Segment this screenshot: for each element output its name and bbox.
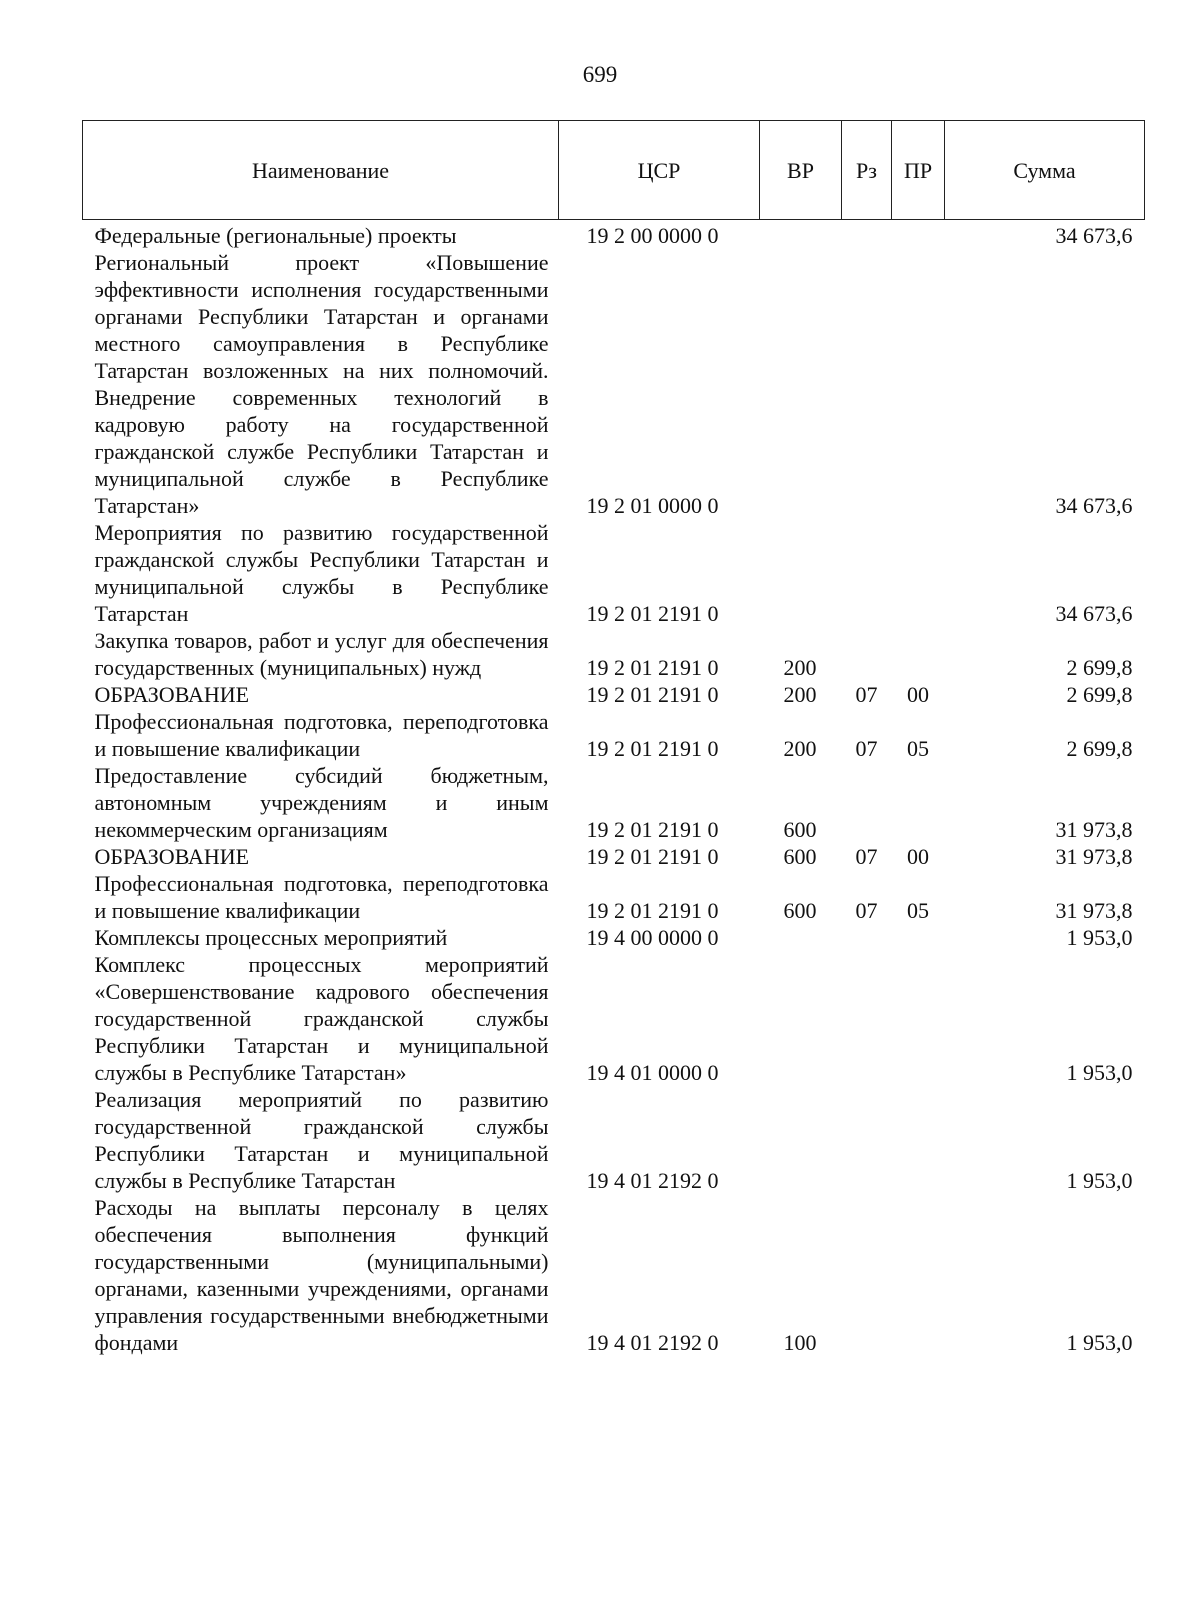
row-csr: 19 4 01 2192 0 [586, 1330, 719, 1355]
row-csr: 19 2 01 2191 0 [586, 682, 719, 707]
row-name: Профессиональная подготовка, переподготовка и повышение квалификации [94, 709, 549, 761]
row-vr: 600 [783, 817, 817, 842]
row-pr: 00 [907, 844, 929, 869]
header-row [83, 121, 1145, 220]
row-rz [842, 762, 892, 843]
header-pr: ПР [892, 121, 945, 220]
row-pr [892, 951, 945, 1086]
row-rz [842, 1086, 892, 1194]
row-sum: 34 673,6 [1055, 223, 1133, 248]
table-row [83, 519, 1145, 627]
row-sum: 2 699,8 [1066, 655, 1133, 680]
table-body [83, 220, 1145, 1357]
row-vr: 100 [783, 1330, 817, 1355]
table-row [83, 951, 1145, 1086]
row-name: ОБРАЗОВАНИЕ [94, 844, 250, 869]
row-rz [842, 249, 892, 519]
table-row [83, 249, 1145, 519]
row-name: Комплекс процессных мероприятий «Совершенствование кадрового обеспечения государственной гражданской службы Республики Татарстан и муниципальной службы в Республике Татарстан» [94, 952, 549, 1085]
row-pr [892, 1086, 945, 1194]
row-sum: 34 673,6 [1055, 493, 1133, 518]
row-csr: 19 2 01 2191 0 [586, 736, 719, 761]
row-rz [842, 220, 892, 250]
row-sum: 1 953,0 [1066, 1330, 1133, 1355]
table-row [83, 870, 1145, 924]
row-name: Комплексы процессных мероприятий [94, 925, 448, 950]
row-name: Предоставление субсидий бюджетным, автономным учреждениям и иным некоммерческим организациям [94, 763, 549, 842]
row-pr [892, 220, 945, 250]
table-row [83, 627, 1145, 681]
row-vr: 600 [783, 898, 817, 923]
header-sum: Сумма [945, 121, 1145, 220]
row-csr: 19 4 01 2192 0 [586, 1168, 719, 1193]
row-pr [892, 924, 945, 951]
row-pr [892, 249, 945, 519]
row-sum: 2 699,8 [1066, 736, 1133, 761]
header-rz: Рз [842, 121, 892, 220]
row-vr: 200 [783, 736, 817, 761]
row-pr [892, 762, 945, 843]
row-rz: 07 [855, 898, 878, 923]
row-rz [842, 519, 892, 627]
row-name: Профессиональная подготовка, переподготовка и повышение квалификации [94, 871, 549, 923]
row-vr: 200 [783, 655, 817, 680]
table-row [83, 681, 1145, 708]
row-pr: 00 [907, 682, 929, 707]
row-name: ОБРАЗОВАНИЕ [94, 682, 250, 707]
row-rz: 07 [855, 844, 878, 869]
row-name: Федеральные (региональные) проекты [94, 223, 457, 248]
row-vr [760, 951, 842, 1086]
row-pr [892, 627, 945, 681]
row-rz [842, 951, 892, 1086]
row-vr [760, 519, 842, 627]
row-name: Региональный проект «Повышение эффективности исполнения государственными органами Республики Татарстан и органами местного самоуправления в Республике Татарстан возложенных на них полномочий. Внедрение современных технологий в кадровую работу на государственной гражданской службе Республики Татарстан и муниципальной службе в Республике Татарстан» [94, 250, 549, 518]
row-csr: 19 2 01 2191 0 [586, 817, 719, 842]
table-row [83, 843, 1145, 870]
row-sum: 2 699,8 [1066, 682, 1133, 707]
row-pr [892, 1194, 945, 1356]
row-sum: 31 973,8 [1055, 898, 1133, 923]
row-csr: 19 4 01 0000 0 [586, 1060, 719, 1085]
row-csr: 19 2 01 0000 0 [586, 493, 719, 518]
header-name: Наименование [83, 121, 559, 220]
row-sum: 1 953,0 [1066, 925, 1133, 950]
budget-table [82, 120, 1145, 1356]
header-csr: ЦСР [559, 121, 760, 220]
row-pr [892, 519, 945, 627]
row-name: Расходы на выплаты персоналу в целях обеспечения выполнения функций государственными (муниципальными) органами, казенными учреждениями, органами управления государственными внебюджетными фондами [94, 1195, 549, 1355]
row-sum: 31 973,8 [1055, 844, 1133, 869]
row-pr: 05 [907, 736, 929, 761]
row-rz: 07 [855, 736, 878, 761]
table-row [83, 1194, 1145, 1356]
row-rz: 07 [855, 682, 878, 707]
row-rz [842, 924, 892, 951]
row-vr: 200 [783, 682, 817, 707]
header-vr: ВР [760, 121, 842, 220]
row-sum: 1 953,0 [1066, 1060, 1133, 1085]
row-name: Закупка товаров, работ и услуг для обеспечения государственных (муниципальных) нужд [94, 628, 549, 680]
row-csr: 19 4 00 0000 0 [586, 925, 719, 950]
row-rz [842, 627, 892, 681]
table-row [83, 1086, 1145, 1194]
table-row [83, 762, 1145, 843]
row-vr: 600 [783, 844, 817, 869]
row-csr: 19 2 00 0000 0 [586, 223, 719, 248]
table-row [83, 924, 1145, 951]
row-csr: 19 2 01 2191 0 [586, 898, 719, 923]
row-pr: 05 [907, 898, 929, 923]
row-vr [760, 924, 842, 951]
row-csr: 19 2 01 2191 0 [586, 655, 719, 680]
row-vr [760, 1086, 842, 1194]
row-name: Реализация мероприятий по развитию государственной гражданской службы Республики Татарстан и муниципальной службы в Республике Татарстан [94, 1087, 549, 1193]
table-header [83, 121, 1145, 220]
row-sum: 31 973,8 [1055, 817, 1133, 842]
row-sum: 34 673,6 [1055, 601, 1133, 626]
row-vr [760, 220, 842, 250]
table-row [83, 220, 1145, 250]
row-name: Мероприятия по развитию государственной гражданской службы Республики Татарстан и муниципальной службы в Республике Татарстан [94, 520, 549, 626]
table-row [83, 708, 1145, 762]
row-csr: 19 2 01 2191 0 [586, 601, 719, 626]
row-vr [760, 249, 842, 519]
page-number: 699 [582, 62, 618, 87]
row-csr: 19 2 01 2191 0 [586, 844, 719, 869]
row-sum: 1 953,0 [1066, 1168, 1133, 1193]
row-rz [842, 1194, 892, 1356]
